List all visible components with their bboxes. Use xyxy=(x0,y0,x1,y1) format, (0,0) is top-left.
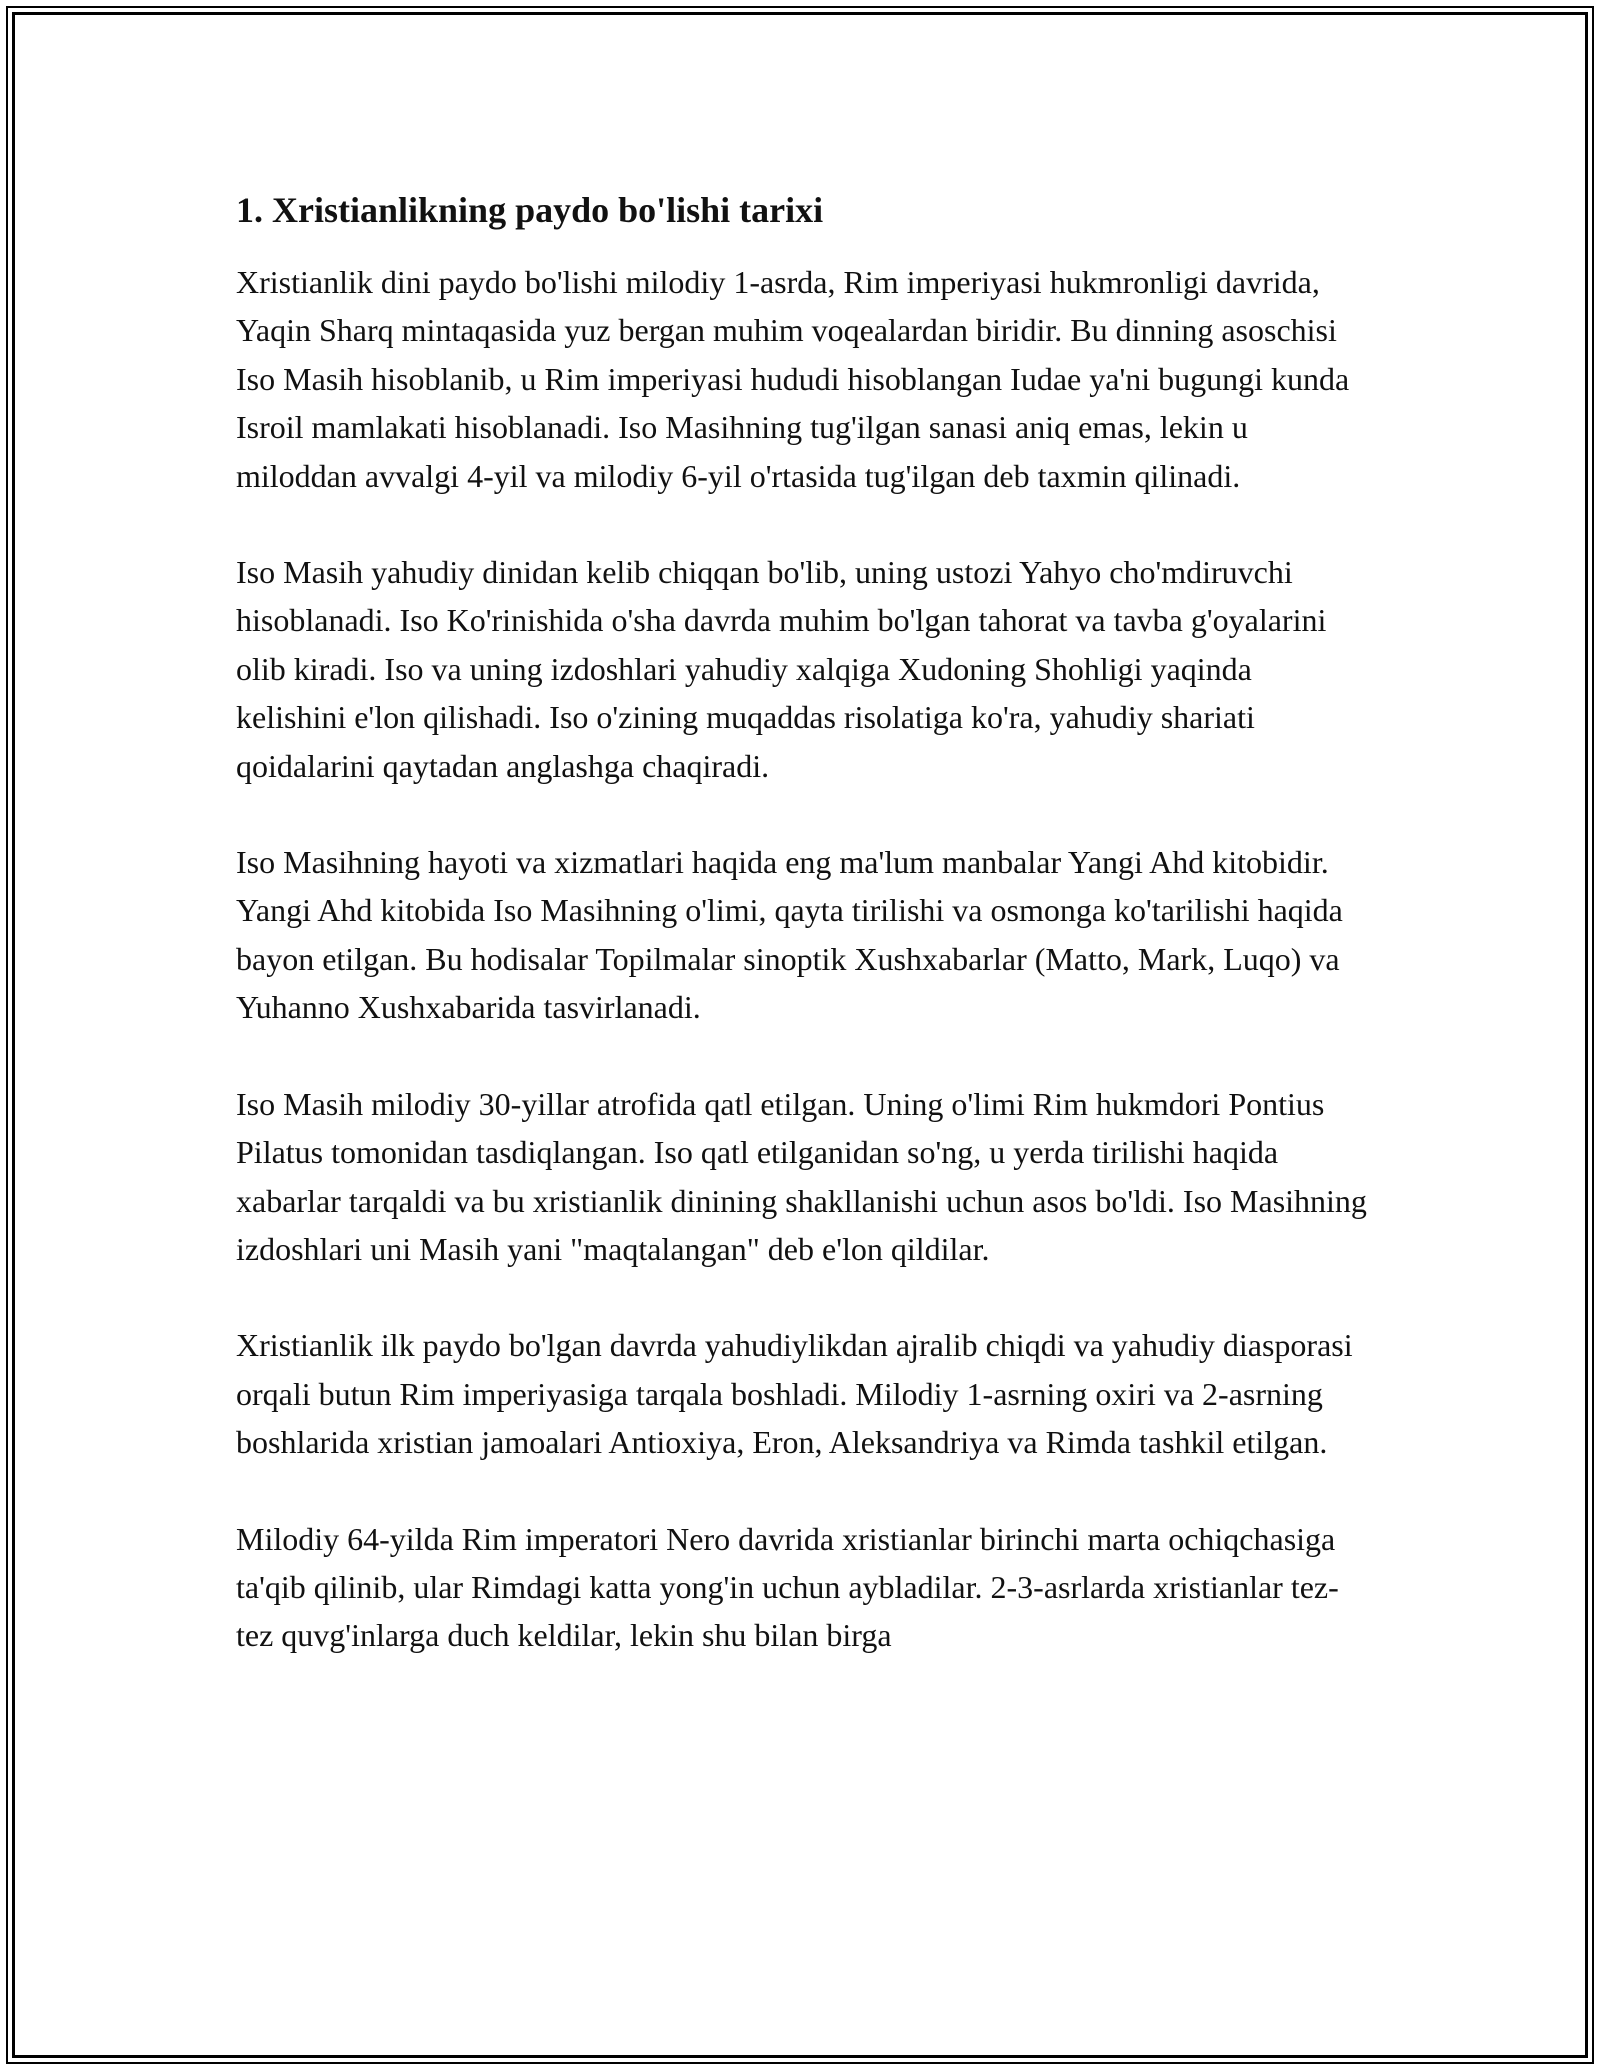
section-heading: 1. Xristianlikning paydo bo'lishi tarixi xyxy=(236,190,824,230)
paragraph-3: Iso Masihning hayoti va xizmatlari haqida eng ma'lum manbalar Yangi Ahd kitobidir. Yangi Ahd kitobida Iso Masihning o'limi, qayta tirilishi va osmonga ko'tarilishi haqida bayon etilgan. Bu hodisalar Topilmalar sinoptik Xushxabarlar (Matto, Mark, Luqo) va Yuhanno Xushxabarida tasvirlanadi. xyxy=(236,844,1343,1026)
document-body xyxy=(236,186,1370,1708)
paragraph-5: Xristianlik ilk paydo bo'lgan davrda yahudiylikdan ajralib chiqdi va yahudiy diasporasi orqali butun Rim imperiyasiga tarqala boshladi. Milodiy 1-asrning oxiri va 2-asrning boshlarida xristian jamoalari Antioxiya, Eron, Aleksandriya va Rimda tashkil etilgan. xyxy=(236,1327,1353,1461)
paragraph-4: Iso Masih milodiy 30-yillar atrofida qatl etilgan. Uning o'limi Rim hukmdori Pontius Pilatus tomonidan tasdiqlangan. Iso qatl etilganidan so'ng, u yerda tirilishi haqida xabarlar tarqaldi va bu xristianlik dinining shakllanishi uchun asos bo'ldi. Iso Masihning izdoshlari uni Masih yani "maqtalangan" deb e'lon qildilar. xyxy=(236,1085,1367,1267)
paragraph-6: Milodiy 64-yilda Rim imperatori Nero davrida xristianlar birinchi marta ochiqchasiga ta'qib qilinib, ular Rimdagi katta yong'in uchun aybladilar. 2-3-asrlarda xristianlar tez-tez quvg'inlarga duch keldilar, lekin shu bilan birga xyxy=(236,1520,1339,1654)
paragraph-2: Iso Masih yahudiy dinidan kelib chiqqan bo'lib, uning ustozi Yahyo cho'mdiruvchi hisoblanadi. Iso Ko'rinishida o'sha davrda muhim bo'lgan tahorat va tavba g'oyalarini olib kiradi. Iso va uning izdoshlari yahudiy xalqiga Xudoning Shohligi yaqinda kelishini e'lon qilishadi. Iso o'zining muqaddas risolatiga ko'ra, yahudiy shariati qoidalarini qaytadan anglashga chaqiradi. xyxy=(236,554,1327,784)
paragraph-1: Xristianlik dini paydo bo'lishi milodiy 1-asrda, Rim imperiyasi hukmronligi davrida, Yaqin Sharq mintaqasida yuz bergan muhim voqealardan biridir. Bu dinning asoschisi Iso Masih hisoblanib, u Rim imperiyasi hududi hisoblangan Iudae ya'ni bugungi kunda Isroil mamlakati hisoblanadi. Iso Masihning tug'ilgan sanasi aniq emas, lekin u miloddan avvalgi 4-yil va milodiy 6-yil o'rtasida tug'ilgan deb taxmin qilinadi. xyxy=(236,264,1350,494)
